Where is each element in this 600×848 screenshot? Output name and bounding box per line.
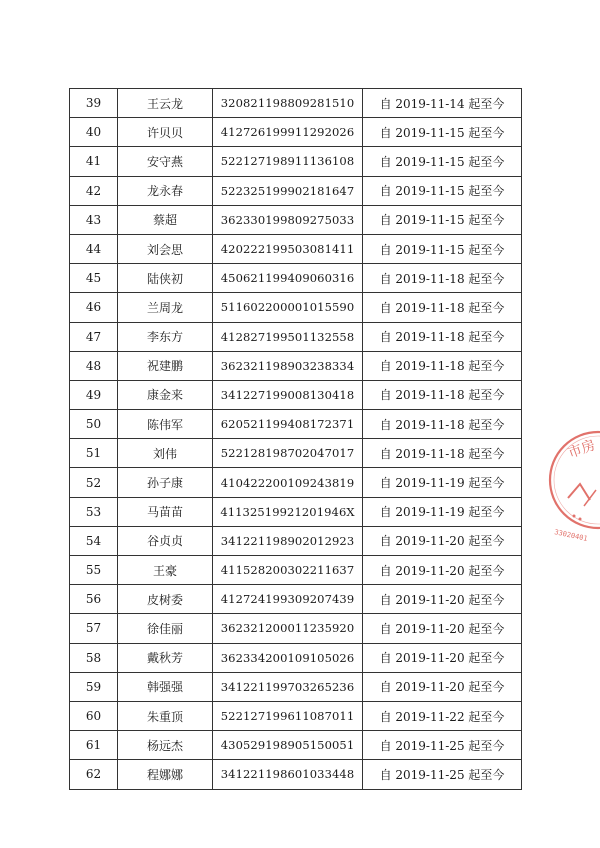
employment-period: 自 2019-11-18 起至今 (363, 351, 522, 380)
employee-name: 龙永春 (118, 176, 213, 205)
id-number: 420222199503081411 (213, 234, 363, 263)
table-row (70, 526, 522, 555)
employee-name: 刘伟 (118, 439, 213, 468)
row-number: 55 (70, 556, 118, 585)
id-number: 511602200001015590 (213, 293, 363, 322)
id-number: 412827199501132558 (213, 322, 363, 351)
id-number: 341221198601033448 (213, 760, 363, 789)
table-row (70, 322, 522, 351)
id-number: 41132519921201946X (213, 497, 363, 526)
id-number: 522127198911136108 (213, 147, 363, 176)
employee-name: 朱重顶 (118, 701, 213, 730)
employment-period: 自 2019-11-18 起至今 (363, 293, 522, 322)
employment-period: 自 2019-11-18 起至今 (363, 264, 522, 293)
id-number: 320821198809281510 (213, 89, 363, 118)
employment-period: 自 2019-11-15 起至今 (363, 118, 522, 147)
row-number: 40 (70, 118, 118, 147)
employee-name: 兰周龙 (118, 293, 213, 322)
row-number: 58 (70, 643, 118, 672)
employee-name: 安守燕 (118, 147, 213, 176)
id-number: 412724199309207439 (213, 585, 363, 614)
id-number: 412726199911292026 (213, 118, 363, 147)
row-number: 56 (70, 585, 118, 614)
table-row (70, 89, 522, 118)
employment-period: 自 2019-11-20 起至今 (363, 556, 522, 585)
employee-name: 皮树委 (118, 585, 213, 614)
row-number: 61 (70, 731, 118, 760)
employment-period: 自 2019-11-18 起至今 (363, 322, 522, 351)
employment-period: 自 2019-11-18 起至今 (363, 439, 522, 468)
employee-name: 陈伟军 (118, 410, 213, 439)
id-number: 430529198905150051 (213, 731, 363, 760)
id-number: 411528200302211637 (213, 556, 363, 585)
employee-name: 杨远杰 (118, 731, 213, 760)
table-row (70, 468, 522, 497)
row-number: 45 (70, 264, 118, 293)
employment-period: 自 2019-11-15 起至今 (363, 147, 522, 176)
employment-period: 自 2019-11-15 起至今 (363, 205, 522, 234)
table-row (70, 176, 522, 205)
id-number: 341221199703265236 (213, 672, 363, 701)
employment-period: 自 2019-11-25 起至今 (363, 760, 522, 789)
table-row (70, 351, 522, 380)
employee-name: 王云龙 (118, 89, 213, 118)
row-number: 41 (70, 147, 118, 176)
seal-text-top: 市房 (565, 437, 598, 462)
table-row (70, 118, 522, 147)
official-seal-stamp (540, 420, 600, 555)
row-number: 43 (70, 205, 118, 234)
id-number: 410422200109243819 (213, 468, 363, 497)
employment-period: 自 2019-11-19 起至今 (363, 497, 522, 526)
row-number: 49 (70, 380, 118, 409)
employment-period: 自 2019-11-20 起至今 (363, 614, 522, 643)
id-number: 450621199409060316 (213, 264, 363, 293)
table-row (70, 643, 522, 672)
employee-name: 徐佳丽 (118, 614, 213, 643)
id-number: 522325199902181647 (213, 176, 363, 205)
employee-name: 孙子康 (118, 468, 213, 497)
id-number: 362334200109105026 (213, 643, 363, 672)
row-number: 51 (70, 439, 118, 468)
employment-period: 自 2019-11-15 起至今 (363, 176, 522, 205)
employment-period: 自 2019-11-18 起至今 (363, 380, 522, 409)
table-row (70, 701, 522, 730)
employee-name: 李东方 (118, 322, 213, 351)
row-number: 54 (70, 526, 118, 555)
id-number: 522127199611087011 (213, 701, 363, 730)
id-number: 362321198903238334 (213, 351, 363, 380)
row-number: 39 (70, 89, 118, 118)
employee-name: 刘会思 (118, 234, 213, 263)
row-number: 44 (70, 234, 118, 263)
row-number: 46 (70, 293, 118, 322)
employment-period: 自 2019-11-15 起至今 (363, 234, 522, 263)
employee-name: 祝建鹏 (118, 351, 213, 380)
table-row (70, 497, 522, 526)
employment-period: 自 2019-11-20 起至今 (363, 526, 522, 555)
employee-name: 韩强强 (118, 672, 213, 701)
table-row (70, 556, 522, 585)
row-number: 47 (70, 322, 118, 351)
row-number: 59 (70, 672, 118, 701)
employment-period: 自 2019-11-20 起至今 (363, 672, 522, 701)
table-row (70, 293, 522, 322)
employment-period: 自 2019-11-22 起至今 (363, 701, 522, 730)
id-number: 341227199008130418 (213, 380, 363, 409)
seal-graphic (540, 420, 600, 555)
row-number: 52 (70, 468, 118, 497)
id-number: 341221198902012923 (213, 526, 363, 555)
employment-period: 自 2019-11-20 起至今 (363, 585, 522, 614)
table-row (70, 264, 522, 293)
id-number: 522128198702047017 (213, 439, 363, 468)
employee-name: 许贝贝 (118, 118, 213, 147)
employment-period: 自 2019-11-20 起至今 (363, 643, 522, 672)
employee-name: 蔡超 (118, 205, 213, 234)
employee-roster-table (69, 88, 522, 790)
employee-name: 王豪 (118, 556, 213, 585)
employee-name: 戴秋芳 (118, 643, 213, 672)
roster-body (70, 89, 522, 790)
table-row (70, 234, 522, 263)
table-row (70, 380, 522, 409)
table-row (70, 672, 522, 701)
employee-name: 马苗苗 (118, 497, 213, 526)
table-row (70, 147, 522, 176)
table-row (70, 205, 522, 234)
row-number: 42 (70, 176, 118, 205)
employee-name: 程娜娜 (118, 760, 213, 789)
row-number: 53 (70, 497, 118, 526)
employment-period: 自 2019-11-14 起至今 (363, 89, 522, 118)
table-row (70, 731, 522, 760)
row-number: 48 (70, 351, 118, 380)
row-number: 57 (70, 614, 118, 643)
table-row (70, 760, 522, 789)
employment-period: 自 2019-11-19 起至今 (363, 468, 522, 497)
employment-period: 自 2019-11-18 起至今 (363, 410, 522, 439)
employee-name: 康金来 (118, 380, 213, 409)
row-number: 60 (70, 701, 118, 730)
table-row (70, 614, 522, 643)
table-row (70, 439, 522, 468)
employment-period: 自 2019-11-25 起至今 (363, 731, 522, 760)
id-number: 362330199809275033 (213, 205, 363, 234)
employee-name: 陆侠初 (118, 264, 213, 293)
row-number: 50 (70, 410, 118, 439)
id-number: 620521199408172371 (213, 410, 363, 439)
seal-text-bottom: 33020401 (553, 528, 589, 543)
table-row (70, 585, 522, 614)
row-number: 62 (70, 760, 118, 789)
id-number: 362321200011235920 (213, 614, 363, 643)
employee-name: 谷贞贞 (118, 526, 213, 555)
table-row (70, 410, 522, 439)
